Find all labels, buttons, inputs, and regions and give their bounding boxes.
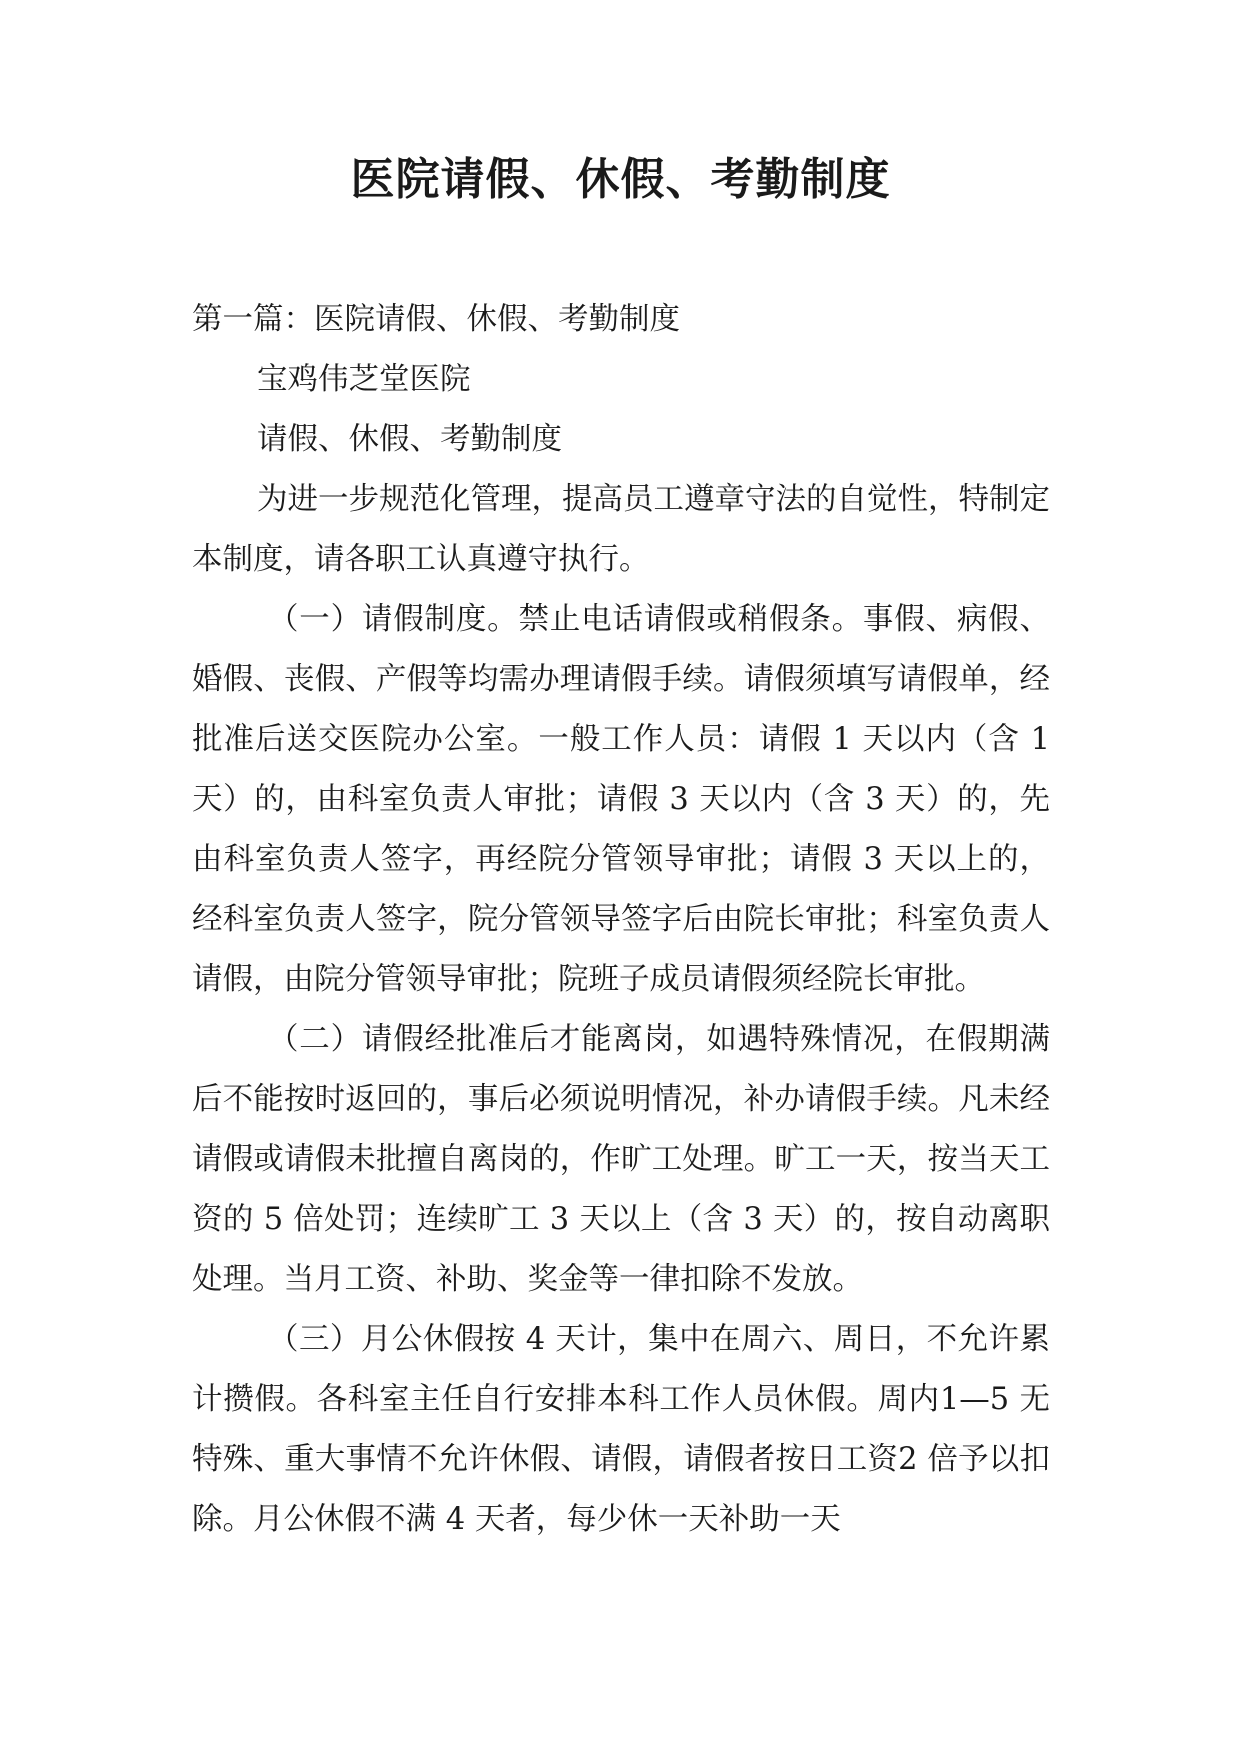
section-heading: 第一篇：医院请假、休假、考勤制度 <box>192 302 680 337</box>
paragraph-section-1: （一）请假制度。禁止电话请假或稍假条。事假、病假、婚假、丧假、产假等均需办理请假手续。请假须填写请假单，经批准后送交医院办公室。一般工作人员：请假 1 天以内（含 1 天）的，由科室负责人审批；请假 3 天以内（含 3 天）的，先由科室负责人签字，再经院分管领导审批；请假 3 天以上的，经科室负责人签字，院分管领导签字后由院长审批；科室负责人请假，由院分管领导审批；院班子成员请假须经院长审批。 <box>192 602 1050 997</box>
policy-subtitle: 请假、休假、考勤制度 <box>257 422 562 457</box>
hospital-name: 宝鸡伟芝堂医院 <box>257 362 471 397</box>
intro-paragraph: 为进一步规范化管理，提高员工遵章守法的自觉性，特制定本制度，请各职工认真遵守执行。 <box>192 482 1050 577</box>
document-title: 医院请假、休假、考勤制度 <box>350 154 891 205</box>
document-body <box>192 290 1050 1550</box>
paragraph-section-2: （二）请假经批准后才能离岗，如遇特殊情况，在假期满后不能按时返回的，事后必须说明情况，补办请假手续。凡未经请假或请假未批擅自离岗的，作旷工处理。旷工一天，按当天工资的 5 倍处罚；连续旷工 3 天以上（含 3 天）的，按自动离职处理。当月工资、补助、奖金等一律扣除不发放。 <box>192 1022 1050 1297</box>
paragraph-section-3: （三）月公休假按 4 天计，集中在周六、周日，不允许累计攒假。各科室主任自行安排本科工作人员休假。周内1—5 无特殊、重大事情不允许休假、请假，请假者按日工资2 倍予以扣除。月公休假不满 4 天者，每少休一天补助一天 <box>192 1322 1050 1537</box>
